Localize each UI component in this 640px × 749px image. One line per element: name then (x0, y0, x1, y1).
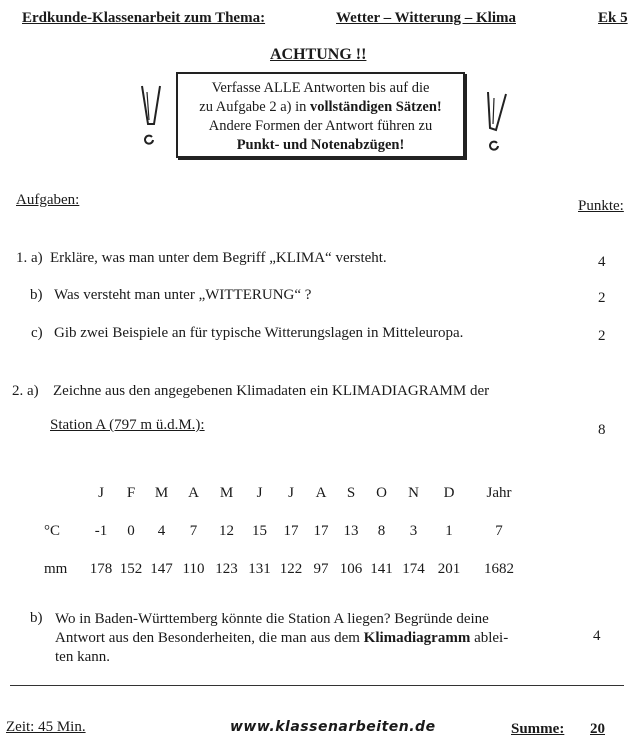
temp-cell: -1 (94, 522, 108, 539)
month-cell: F (126, 484, 136, 501)
precip-cell: 147 (150, 560, 173, 577)
precip-cell: 174 (402, 560, 425, 577)
site-watermark: www.klassenarbeiten.de (230, 719, 436, 735)
temp-year-cell: 7 (495, 522, 503, 539)
task-2a-number: 2. a) (12, 383, 39, 399)
temp-cell: 17 (313, 522, 329, 539)
month-cell: M (154, 484, 169, 501)
task-2a-text: Zeichne aus den angegebenen Klimadaten ein KLIMADIAGRAMM der (53, 383, 490, 399)
task-1c-points: 2 (598, 328, 606, 344)
month-cell: A (188, 484, 199, 501)
precip-cell: 152 (119, 560, 143, 577)
temp-cell: 13 (343, 522, 359, 539)
temp-cell: 1 (445, 522, 453, 539)
notice-line-3: Andere Formen der Antwort führen zu (208, 118, 433, 134)
task-1a-points: 4 (598, 254, 606, 270)
exclamation-right-icon (482, 88, 512, 160)
task-1c-text: Gib zwei Beispiele an für typische Witterungslagen in Mitteleuropa. (54, 325, 464, 341)
temp-cell: 0 (127, 522, 135, 539)
task-2b-line-3: ten kann. (55, 649, 110, 665)
month-cell: D (443, 484, 455, 501)
temp-cell: 17 (283, 522, 299, 539)
precip-cell: 178 (89, 560, 113, 577)
task-1b-points: 2 (598, 290, 606, 306)
exam-title: Erdkunde-Klassenarbeit zum Thema: (22, 10, 266, 26)
month-cell: S (346, 484, 356, 501)
precip-year-cell: 1682 (484, 560, 514, 577)
notice-line-4: Punkt- und Notenabzügen! (236, 137, 405, 153)
task-2b-line-2 (55, 629, 508, 648)
task-2b-line-2-post: ablei- (470, 630, 509, 646)
climate-months-row (44, 474, 530, 512)
month-cell: N (408, 484, 419, 501)
precip-cell: 110 (182, 560, 205, 577)
temp-cell: 8 (377, 522, 386, 539)
exam-topic: Wetter – Witterung – Klima (336, 10, 516, 26)
month-cell: A (315, 484, 327, 501)
precip-cell: 131 (248, 560, 271, 577)
precip-cell: 106 (339, 560, 363, 577)
month-cell: J (98, 484, 104, 501)
footer-divider (10, 685, 624, 686)
notice-line-1: Verfasse ALLE Antworten bis auf die (211, 80, 430, 96)
precip-unit-label: mm (44, 560, 68, 577)
month-cell: M (219, 484, 234, 501)
task-2b-number: b) (30, 610, 43, 626)
time-label: Zeit: 45 Min. (6, 719, 86, 735)
task-1a-text: Erkläre, was man unter dem Begriff „KLIMA“ versteht. (50, 250, 387, 266)
task-2b-line-1: Wo in Baden-Württemberg könnte die Station A liegen? Begründe deine (55, 611, 489, 627)
task-1c-number: c) (31, 325, 43, 341)
task-2b-points: 4 (593, 628, 601, 644)
temp-unit-label: °C (44, 522, 61, 539)
precip-cell: 201 (437, 560, 461, 577)
year-cell: Jahr (486, 484, 512, 501)
precip-cell: 123 (215, 560, 238, 577)
sum-label: Summe: (511, 721, 565, 737)
temp-cell: 7 (189, 522, 198, 539)
climate-precip-row (44, 550, 530, 588)
exam-grade: Ek 5 (598, 10, 628, 26)
tasks-label: Aufgaben: (16, 192, 80, 208)
precip-cell: 122 (279, 560, 303, 577)
notice-box (176, 72, 465, 158)
temp-cell: 3 (409, 522, 418, 539)
task-2a-points: 8 (598, 422, 606, 438)
exclamation-left-icon (138, 82, 164, 154)
task-2b-line-2-pre: Antwort aus den Besonderheiten, die man aus dem (55, 630, 364, 646)
notice-line-2-bold: vollständigen Sätzen! (310, 99, 442, 115)
notice-line-2 (178, 98, 463, 117)
task-1b-text: Was versteht man unter „WITTERUNG“ ? (54, 287, 312, 303)
task-1a-number: 1. a) (16, 250, 43, 266)
task-2b-text (55, 610, 508, 667)
task-1b-number: b) (30, 287, 43, 303)
climate-row-label (44, 474, 86, 512)
points-label: Punkte: (578, 198, 624, 214)
climate-temp-row (44, 512, 530, 550)
sum-value: 20 (590, 721, 605, 737)
temp-cell: 15 (252, 522, 267, 539)
month-cell: J (288, 484, 294, 501)
month-cell: O (376, 484, 387, 501)
temp-cell: 4 (157, 522, 166, 539)
precip-cell: 97 (313, 560, 329, 577)
notice-heading: ACHTUNG !! (270, 46, 367, 63)
task-2b-line-2-bold: Klimadiagramm (363, 630, 471, 646)
climate-table (44, 474, 530, 588)
month-cell: J (256, 484, 263, 501)
station-label: Station A (797 m ü.d.M.): (50, 417, 205, 433)
notice-line-2-text: zu Aufgabe 2 a) in (199, 99, 310, 115)
temp-cell: 12 (219, 522, 234, 539)
precip-cell: 141 (370, 560, 393, 577)
